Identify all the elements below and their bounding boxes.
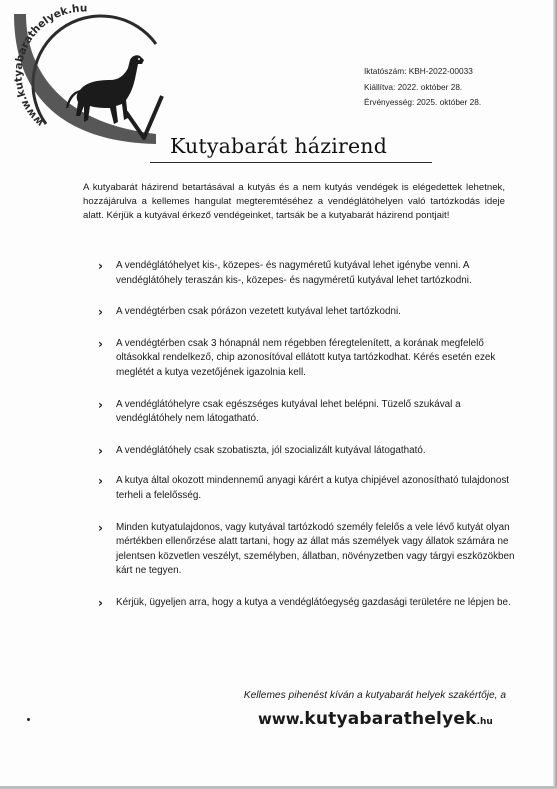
- chevron-right-icon: ›: [98, 305, 103, 320]
- page-title: Kutyabarát házirend: [169, 134, 388, 158]
- website-prefix: www.: [258, 710, 305, 728]
- rule-item: [96, 259, 516, 288]
- intro-paragraph: A kutyabarát házirend betartásával a kutyás és a nem kutyás vendégek is elégedettek lehetnek, hozzájárulva a kellemes hangulat megteremtéséhez a vendéglátóhelyen való tartózkodás ideje alatt. Kérjük a kutyával érkező vendégeinket, tartsák be a kutyabarát házirend pontjait!: [83, 182, 505, 221]
- rule-item: [96, 444, 516, 459]
- chevron-right-icon: ›: [98, 474, 103, 489]
- website-name: kutyabarathelyek: [304, 709, 477, 729]
- rule-item: [96, 305, 516, 320]
- rule-item: [96, 337, 516, 381]
- website-suffix: .hu: [476, 717, 493, 727]
- chevron-right-icon: ›: [98, 336, 103, 351]
- rule-item: [96, 474, 516, 503]
- issue-date: Kiállítva: 2022. október 28.: [364, 81, 463, 92]
- kutyabarat-logo: [6, 4, 166, 149]
- chevron-right-icon: ›: [98, 595, 103, 610]
- dog-silhouette-icon: [66, 55, 144, 124]
- rule-text: A kutya által okozott mindennemű anyagi kárért a kutya chipjével azonosítható tulajdonost terheli a felelősség.: [116, 475, 510, 501]
- website-signature: [258, 709, 493, 729]
- validity-date: Érvényesség: 2025. október 28.: [364, 97, 482, 107]
- house-rules-list: [96, 259, 516, 611]
- rule-text: A vendégtérben csak pórázon vezetett kutyával lehet tartózkodni.: [116, 306, 401, 318]
- rule-text: A vendégtérben csak 3 hónapnál nem régebben féregtelenített, a korának megfelelő oltásokkal rendelkező, chip azonosítóval ellátott kutya tartózkodhat. Kérés esetén ezek meglétét a kutya vezetőjének igazolnia kell.: [116, 337, 496, 378]
- rule-text: A vendéglátóhely csak szobatiszta, jól szocializált kutyával látogatható.: [116, 444, 426, 456]
- rule-text: Minden kutyatulajdonos, vagy kutyával tartózkodó személy felelős a vele lévő kutyát olyan mértékben ellenőrzése alatt tartani, hogy az állat más személyek vagy állatok számára ne jelentsen közvetlen veszélyt, személyben, állatban, növényzetben vagy tárgyi eszközökben kárt ne tegyen.: [116, 521, 515, 577]
- chevron-right-icon: ›: [98, 443, 103, 458]
- rule-text: Kérjük, ügyeljen arra, hogy a kutya a vendéglátóegység gazdasági területére ne lépjen be.: [116, 596, 511, 608]
- chevron-right-icon: ›: [98, 520, 103, 535]
- logo-text: www.kutyabarathelyek.hu: [12, 4, 88, 129]
- title-underline: [150, 162, 432, 163]
- rule-item: [96, 521, 516, 579]
- chevron-right-icon: ›: [98, 259, 103, 273]
- document-metadata: [364, 64, 544, 111]
- closing-line: Kellemes pihenést kíván a kutyabarát helyek szakértője, a: [243, 690, 506, 701]
- scan-edge-right: [553, 0, 557, 789]
- registration-number: Iktatószám: KBH-2022-00033: [364, 66, 473, 76]
- chevron-right-icon: ›: [98, 397, 103, 412]
- scan-speck: [27, 718, 30, 721]
- rule-item: [96, 398, 516, 427]
- rule-item: [96, 596, 516, 611]
- rule-text: A vendéglátóhelyet kis-, közepes- és nagyméretű kutyával lehet igénybe venni. A vendéglátóhely teraszán kis-, közepes- és nagyméretű kutyával lehet tartózkodni.: [116, 260, 472, 286]
- rule-text: A vendéglátóhelyre csak egészséges kutyával lehet belépni. Tüzelő szukával a vendéglátóhely nem látogatható.: [116, 398, 461, 425]
